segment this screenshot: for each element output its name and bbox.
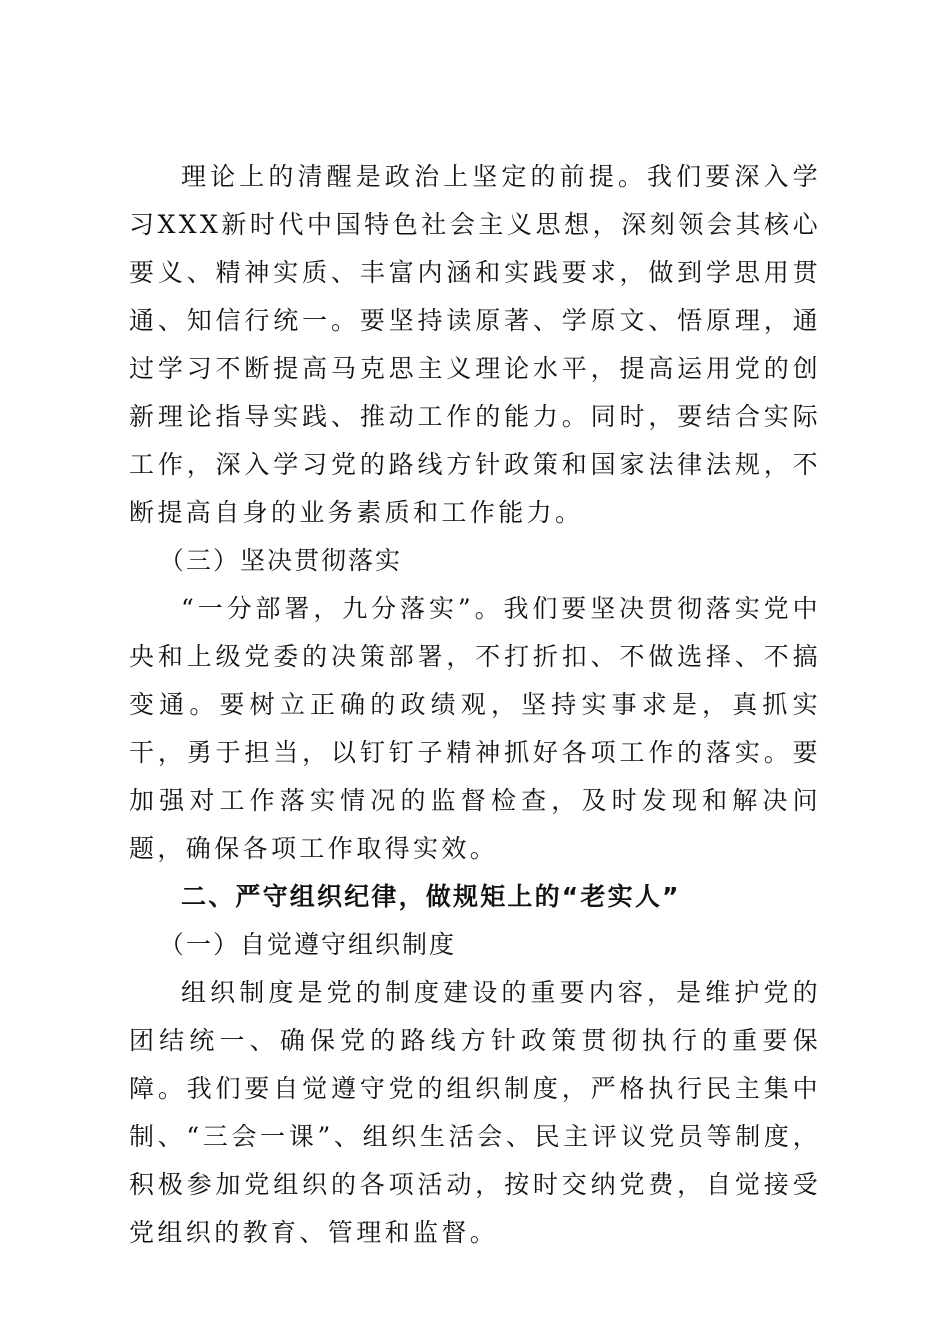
section-heading-discipline: 二、严守组织纪律，做规矩上的“老实人” <box>181 882 681 911</box>
subheading-implementation: （三）坚决贯彻落实 <box>159 546 403 575</box>
paragraph-organization-system: 组织制度是党的制度建设的重要内容，是维护党的团结统一、确保党的路线方针政策贯彻执行的重要保障。我们要自觉遵守党的组织制度，严格执行民主集中制、“三会一课”、组织生活会、民主评议党员等制度，积极参加党组织的各项活动，按时交纳党费，自觉接受党组织的教育、管理和监督。 <box>129 978 821 1247</box>
subheading-organization-system: （一）自觉遵守组织制度 <box>159 930 457 959</box>
paragraph-implementation: “一分部署，九分落实”。我们要坚决贯彻落实党中央和上级党委的决策部署，不打折扣、不做选择、不搞变通。要树立正确的政绩观，坚持实事求是，真抓实干，勇于担当，以钉钉子精神抓好各项工作的落实。要加强对工作落实情况的监督检查，及时发现和解决问题，确保各项工作取得实效。 <box>129 594 821 863</box>
document-body <box>129 153 821 1257</box>
paragraph-theory-study: 理论上的清醒是政治上坚定的前提。我们要深入学习XXX新时代中国特色社会主义思想，深刻领会其核心要义、精神实质、丰富内涵和实践要求，做到学思用贯通、知信行统一。要坚持读原著、学原文、悟原理，通过学习不断提高马克思主义理论水平，提高运用党的创新理论指导实践、推动工作的能力。同时，要结合实际工作，深入学习党的路线方针政策和国家法律法规，不断提高自身的业务素质和工作能力。 <box>129 162 821 527</box>
